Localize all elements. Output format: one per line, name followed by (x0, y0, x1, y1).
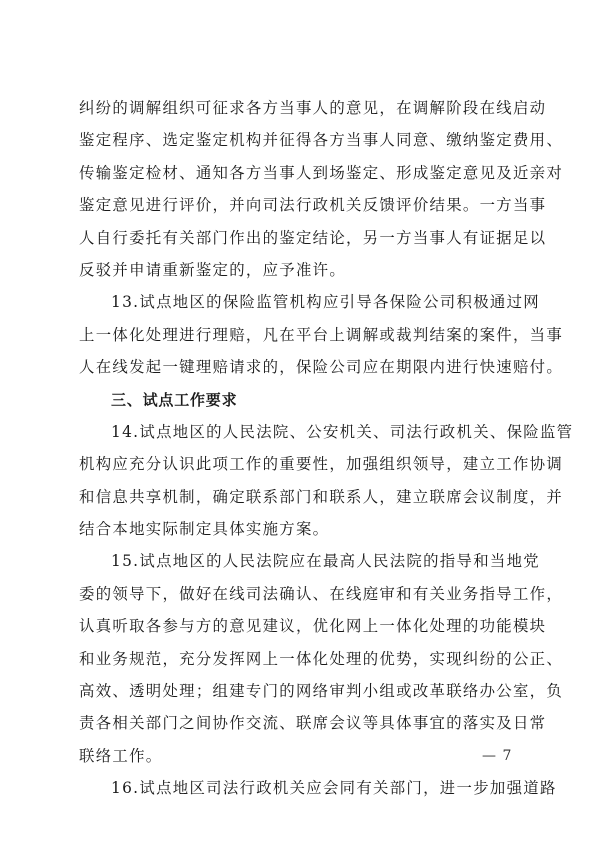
paragraph-16-start: 16.试点地区司法行政机关应会同有关部门，进一步加强道路 (111, 779, 557, 798)
page-number: — 7 (482, 748, 513, 764)
text-line: 上一体化处理进行理赔，凡在平台上调解或裁判结案的案件，当事 (79, 325, 564, 344)
paragraph-14-start: 14.试点地区的人民法院、公安机关、司法行政机关、保险监管 (111, 422, 574, 441)
text-line: 认真听取各参与方的意见建议，优化网上一体化处理的功能模块 (79, 617, 547, 636)
text-line: 反驳并申请重新鉴定的，应予准许。 (79, 260, 347, 279)
text-line: 人自行委托有关部门作出的鉴定结论，另一方当事人有证据足以 (79, 228, 547, 247)
paragraph-15-start: 15.试点地区的人民法院应在最高人民法院的指导和当地党 (111, 552, 540, 571)
text-line: 和业务规范，充分发挥网上一体化处理的优势，实现纠纷的公正、 (79, 649, 564, 668)
text-line: 纠纷的调解组织可征求各方当事人的意见，在调解阶段在线启动 (79, 99, 547, 117)
text-line: 结合本地实际制定具体实施方案。 (79, 520, 330, 539)
text-line: 人在线发起一键理赔请求的，保险公司应在期限内进行快速赔付。 (79, 358, 564, 377)
document-body (79, 92, 574, 805)
text-line: 和信息共享机制，确定联系部门和联系人，建立联席会议制度，并 (79, 487, 564, 506)
text-line: 联络工作。 (79, 746, 163, 765)
text-line: 高效、透明处理；组建专门的网络审判小组或改革联络办公室，负 (79, 682, 564, 701)
text-line: 鉴定意见进行评价，并向司法行政机关反馈评价结果。一方当事 (79, 196, 547, 215)
text-line: 委的领导下，做好在线司法确认、在线庭审和有关业务指导工作， (79, 584, 564, 603)
text-line: 机构应充分认识此项工作的重要性，加强组织领导，建立工作协调 (79, 455, 564, 474)
text-line: 责各相关部门之间协作交流、联席会议等具体事宜的落实及日常 (79, 714, 547, 733)
text-line: 鉴定程序、选定鉴定机构并征得各方当事人同意、缴纳鉴定费用、 (79, 131, 564, 150)
paragraph-13-start: 13.试点地区的保险监管机构应引导各保险公司积极通过网 (111, 293, 540, 312)
section-heading: 三、试点工作要求 (111, 390, 238, 409)
text-line: 传输鉴定检材、通知各方当事人到场鉴定、形成鉴定意见及近亲对 (79, 163, 564, 182)
